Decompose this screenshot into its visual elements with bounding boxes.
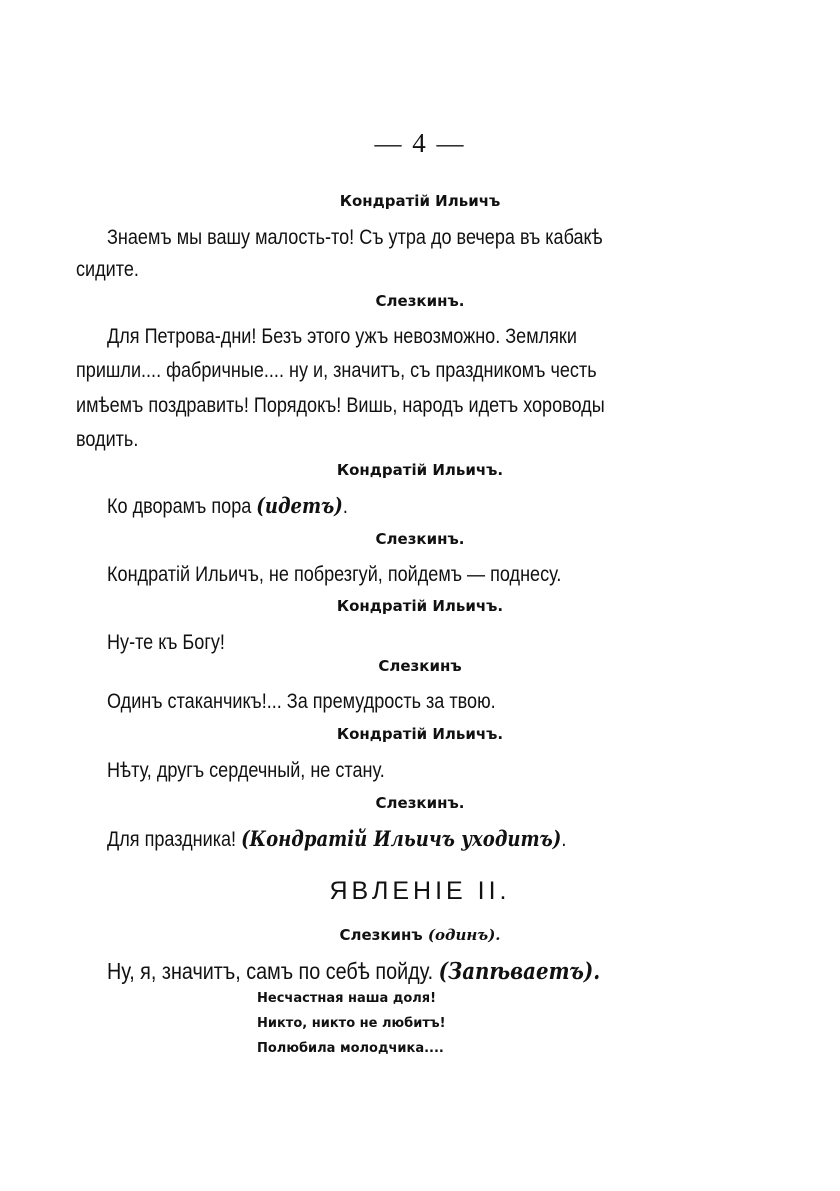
speaker-name: Кондратій Ильичъ. [336,597,504,615]
dialogue-line: имѣемъ поздравить! Порядокъ! Вишь, народъ идетъ хороводы [76,394,605,417]
dialogue-line: водить. [76,428,139,451]
page-number: — 4 — [374,128,466,158]
scene-speaker [0,926,840,944]
song-line: Полюбила молодчика.... [257,1041,444,1056]
dialogue-line: Для Петрова-дни! Безъ этого ужъ невозможно. Земляки [107,325,577,348]
speaker-name: Слезкинъ. [375,530,465,548]
stage-direction: (одинъ). [427,926,501,944]
dialogue-line: Кондратій Ильичъ, не побрезгуй, пойдемъ — поднесу. [107,563,562,586]
dialogue-line: Знаемъ мы вашу малость-то! Съ утра до вечера въ кабакѣ [107,226,603,249]
dialogue-line [107,490,645,523]
dialogue-line: пришли.... фабричные.... ну и, значитъ, съ праздникомъ честь [76,359,597,382]
stage-direction: (Запѣваетъ). [438,958,601,985]
dialogue-line: Ну-те къ Богу! [107,631,225,654]
stage-direction: (идетъ) [256,493,343,518]
speaker-name: Слезкинъ [339,926,423,944]
speaker-name: Слезкинъ [378,657,462,675]
dialogue-text: Для праздника! [107,828,237,851]
dialogue-line: Нѣту, другъ сердечный, не стану. [107,759,385,782]
dialogue-line [107,955,645,988]
song-line: Несчастная наша доля! [257,991,437,1006]
speaker-name: Слезкинъ. [375,292,465,310]
speaker-name: Слезкинъ. [375,794,465,812]
scene-title: ЯВЛЕНІЕ II. [329,877,511,905]
song-lyrics [257,986,446,1061]
speaker-name: Кондратій Ильичъ. [336,725,504,743]
punctuation: . [561,828,567,851]
dialogue-line: сидите. [76,258,139,281]
speaker-name: Кондратій Ильичъ [339,192,501,210]
punctuation: . [342,495,348,518]
dialogue-line: Одинъ стаканчикъ!... За премудрость за твою. [107,690,496,713]
dialogue-text: Ну, я, значитъ, самъ по себѣ пойду. [107,958,434,984]
dialogue-text: Ко дворамъ пора [107,495,252,518]
dialogue-line [107,823,645,856]
song-line: Никто, никто не любитъ! [257,1016,446,1031]
speaker-name: Кондратій Ильичъ. [336,461,504,479]
stage-direction: (Кондратій Ильичъ уходитъ) [241,826,562,851]
